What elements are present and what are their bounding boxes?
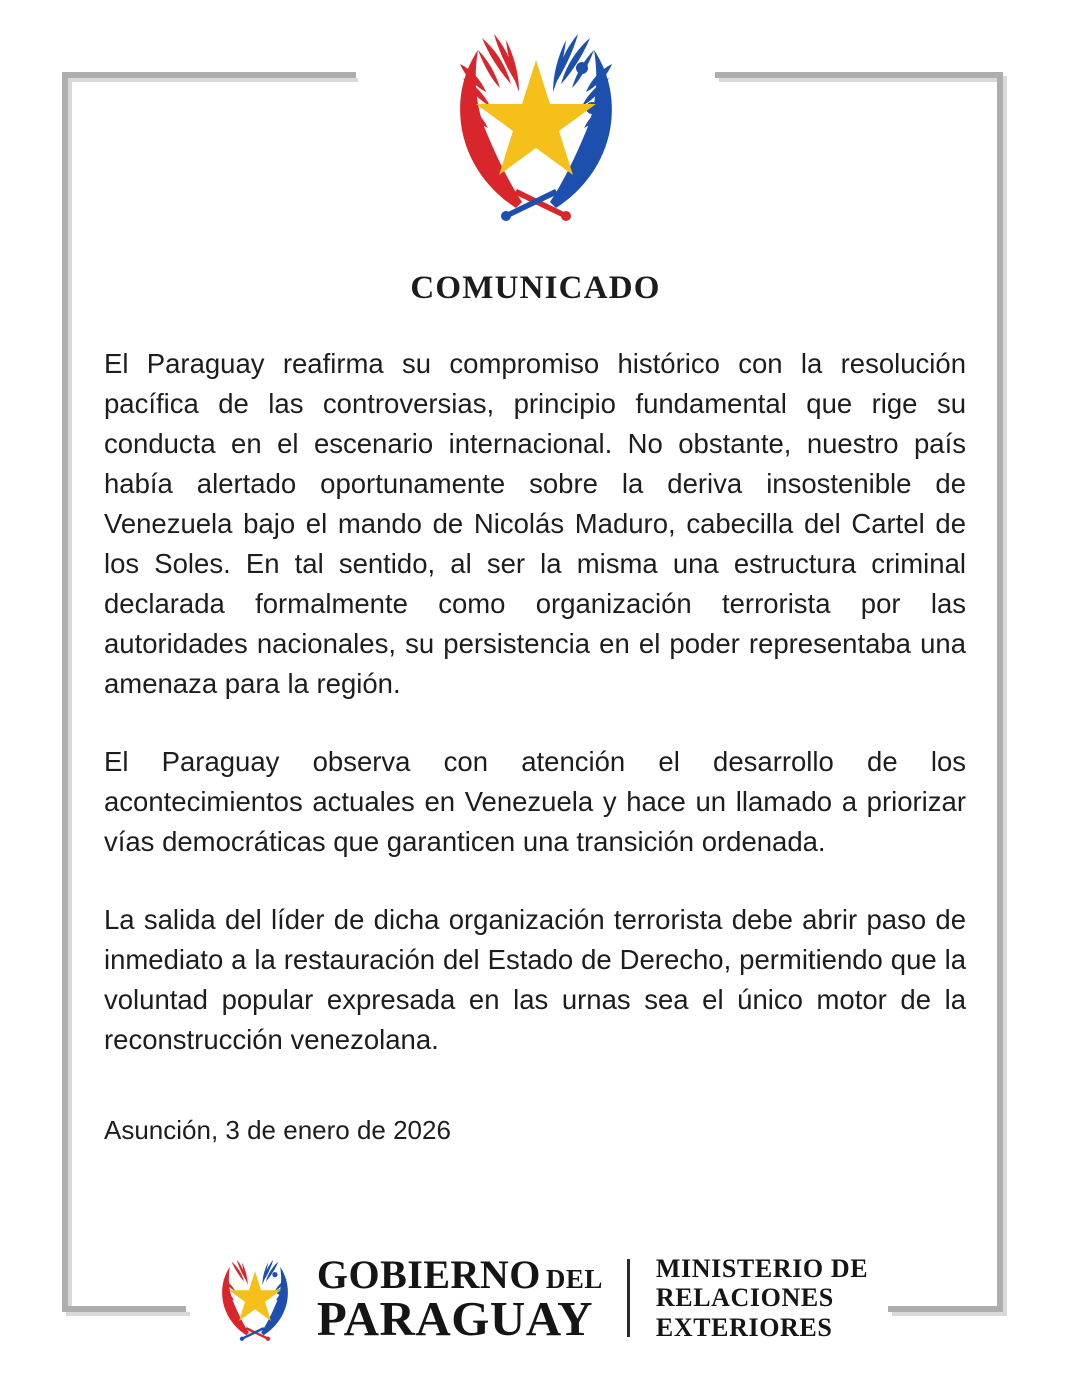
coat-of-arms-icon [416, 22, 656, 222]
frame-top-right-border [715, 72, 1003, 78]
dateline: Asunción, 3 de enero de 2026 [104, 1115, 451, 1145]
frame-top-left-border [62, 72, 356, 78]
frame-right-shadow [1003, 76, 1007, 1314]
frame-left-shadow [68, 76, 72, 1314]
gobierno-word: GOBIERNO [316, 1252, 541, 1298]
ministry-line-2: RELACIONES [655, 1283, 834, 1313]
paraguay-word: PARAGUAY [316, 1290, 594, 1346]
frame-top-right-shadow [719, 78, 1007, 82]
ministry-line-1: MINISTERIO DE [655, 1254, 869, 1284]
paragraph-1: El Paraguay reafirma su compromiso histórico con la resolución pacífica de las controversias, principio fundamental que rige su conducta en el escenario internacional. No obstante, nuestro país había alertado oportunamente sobre la deriva insostenible de Venezuela bajo el mando de Nicolás Maduro, cabecilla del Cartel de los Soles. En tal sentido, al ser la misma una estructura criminal declarada formalmente como organización terrorista por las autoridades nacionales, su persistencia en el poder representaba una amenaza para la región. [104, 348, 966, 699]
page-title: COMUNICADO [410, 270, 661, 306]
frame-right-border [997, 72, 1003, 1312]
footer-divider [627, 1259, 630, 1337]
document-body [104, 344, 966, 1148]
ministry-wordmark [656, 1254, 868, 1341]
ministry-line-3: EXTERIORES [655, 1312, 833, 1342]
gobierno-line [316, 1252, 603, 1298]
del-word: DEL [545, 1264, 603, 1295]
footer-lockup [0, 1248, 1071, 1348]
gobierno-del-paraguay-wordmark [316, 1252, 603, 1346]
paragraph-2: El Paraguay observa con atención el desarrollo de los acontecimientos actuales en Venezuela y hace un llamado a priorizar vías democráticas que garanticen una transición ordenada. [104, 746, 966, 857]
frame-top-left-shadow [66, 78, 358, 82]
frame-left-border [62, 72, 68, 1312]
coat-of-arms-icon-footer [203, 1248, 307, 1348]
paragraph-3: La salida del líder de dicha organización terrorista debe abrir paso de inmediato a la restauración del Estado de Derecho, permitiendo que la voluntad popular expresada en las urnas sea el único motor de la reconstrucción venezolana. [104, 904, 966, 1055]
